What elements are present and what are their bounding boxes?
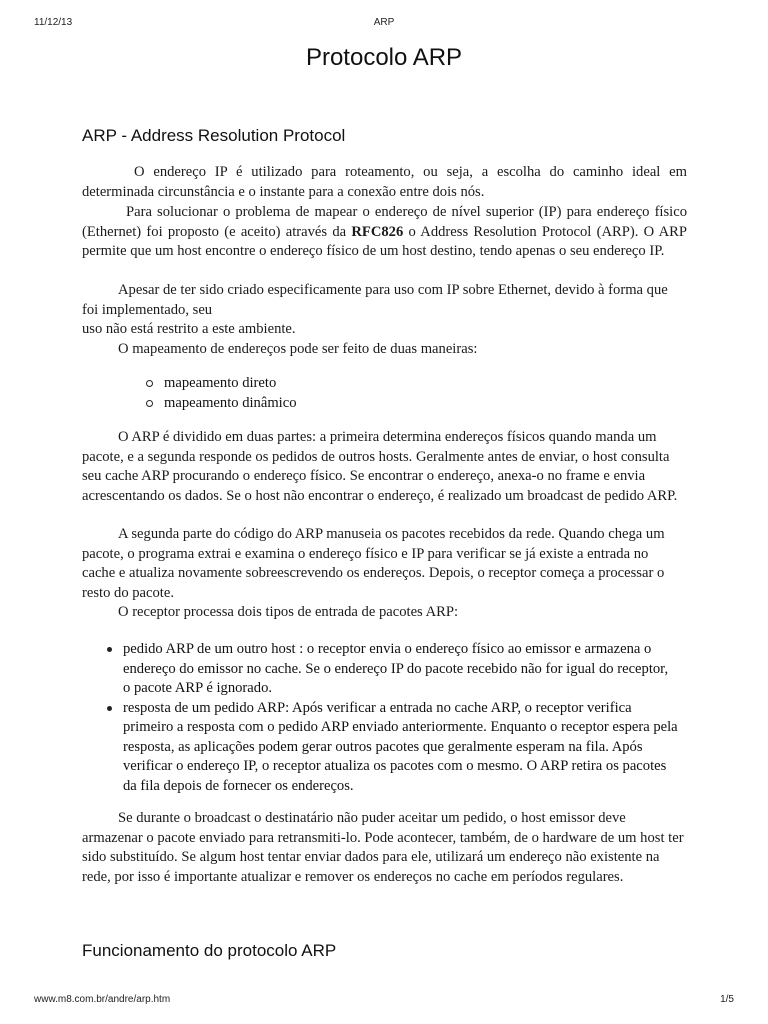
mapping-methods-list [146, 373, 297, 413]
paragraph-rfc826 [82, 203, 687, 262]
paragraph-arp-parts: O ARP é dividido em duas partes: a primeira determina endereços físicos quando manda um pacote, e a segunda responde os pedidos de outros hosts. Geralmente antes de enviar, o host consulta seu cache ARP procurando o endereço físico. Se encontrar o endereço, anexa-o no frame e envia acrescentando os dados. Se o host não encontrar o endereço, é realizado um broadcast de pedido ARP. [82, 429, 678, 504]
paragraph-mapping-intro: O mapeamento de endereços pode ser feito de duas maneiras: [118, 341, 478, 357]
section-heading-arp: ARP - Address Resolution Protocol [82, 126, 346, 145]
page-title: Protocolo ARP [305, 44, 463, 71]
section-heading-funcionamento: Funcionamento do protocolo ARP [82, 941, 337, 960]
source-url: www.m8.com.br/andre/arp.htm [34, 994, 171, 1005]
list-item: mapeamento direto [146, 373, 297, 393]
paragraph-ip-routing: O endereço IP é utilizado para roteamento, ou seja, a escolha do caminho ideal em determinada circunstância e o instante para a conexão entre dois nós. [82, 164, 687, 200]
rfc-reference: RFC826 [351, 223, 404, 240]
paragraph-broadcast: Se durante o broadcast o destinatário não puder aceitar um pedido, o host emissor deve armazenar o pacote enviado para retransmiti-lo. Pode acontecer, também, de o hardware de um host ter sido substituído. Se algum host tentar enviar dados para ele, utilizará um endereço não existente na rede, por isso é importante atualizar e remover os endereços no cache em períodos regulares. [82, 810, 684, 885]
paragraph-rfc826-text-a: Para solucionar o problema de mapear o endereço de nível superior (IP) para endereço físico (Ethernet) foi proposto (e aceito) através da [82, 204, 687, 240]
print-header-title: ARP [373, 17, 395, 28]
list-item: mapeamento dinâmico [146, 393, 297, 413]
print-date: 11/12/13 [34, 17, 73, 28]
list-item: resposta de um pedido ARP: Após verificar a entrada no cache ARP, o receptor verifica primeiro a resposta com o pedido ARP enviado anteriormente. Enquanto o receptor espera pela resposta, as aplicações podem gerar outros pacotes que geralmente esperam na fila. Após verificar o endereço IP, o receptor atualiza os pacotes com o mesmo. O ARP retira os pacotes da fila depois de fornecer os endereços. [105, 699, 679, 797]
paragraph-receptor-intro: O receptor processa dois tipos de entrada de pacotes ARP: [118, 604, 459, 620]
paragraph-rfc826-text-b: o Address Resolution Protocol (ARP). O ARP permite que um host encontre o endereço físico de um host destino, tendo apenas o seu endereço IP. [82, 223, 687, 259]
paragraph-ethernet-origin-cont: uso não está restrito a este ambiente. [82, 321, 296, 337]
list-item: pedido ARP de um outro host : o receptor envia o endereço físico ao emissor e armazena o endereço do emissor no cache. Se o endereço IP do pacote recebido não for igual do receptor, o pacote ARP é ignorado. [105, 640, 679, 699]
paragraph-ethernet-origin: Apesar de ter sido criado especificamente para uso com IP sobre Ethernet, devido à forma que foi implementado, seu [82, 282, 668, 318]
page-number: 1/5 [720, 994, 734, 1005]
paragraph-arp-second-part: A segunda parte do código do ARP manuseia os pacotes recebidos da rede. Quando chega um pacote, o programa extrai e examina o endereço físico e IP para verificar se já existe a entrada no cache e atualiza novamente sobreescrevendo os endereços. Depois, o receptor começa a processar o resto do pacote. [82, 526, 665, 601]
packet-types-list [105, 640, 679, 796]
